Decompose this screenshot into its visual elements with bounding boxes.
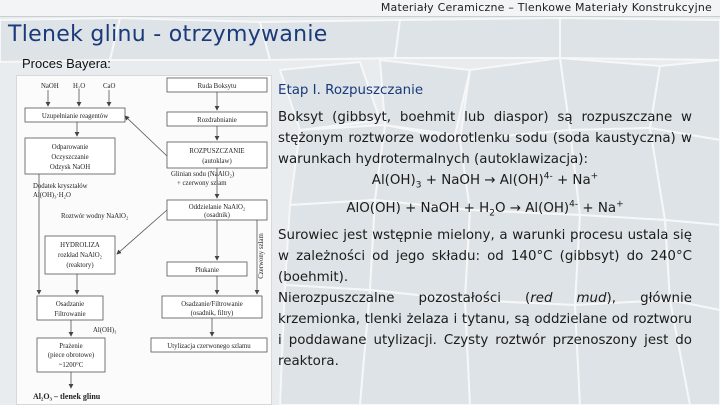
- paragraph-dissolution: Boksyt (gibbsyt, boehmit lub diaspor) są rozpuszczane w stężonym roztworze wodorotlenku sodu (soda kaustyczna) w warunkach hydrotermalnych (autoklawizacja):: [278, 110, 692, 167]
- flow-product: Al₂O₃ – tlenek glinu: [33, 392, 101, 401]
- header-text: Materiały Ceramiczne – Tlenkowe Materiały Konstrukcyjne: [380, 1, 712, 14]
- flow-box-temp: ~1200°C: [58, 362, 84, 369]
- flow-box-reaktory: (reaktory): [66, 262, 94, 269]
- flow-box-oczyszczanie: Oczyszczanie: [51, 154, 89, 161]
- paragraph-process-conditions: Surowiec jest wstępnie mielony, a warunki procesu ustala się w zależności od jego składu: od 140°C (gibbsyt) do 240°C (boehmit).: [278, 228, 692, 285]
- flow-czerwony-szlam: Czerwony szlam: [258, 233, 265, 279]
- flow-box-rozklad: rozkład NaAlO₂: [57, 252, 103, 259]
- flow-box-osadzanie-filtrowanie: Osadzanie/Filtrowanie: [181, 301, 243, 308]
- flow-box-piece: (piece obrotowe): [47, 352, 95, 359]
- paragraph-red-mud: Nierozpuszczalne pozostałości (red mud), głównie krzemionka, tlenki żelaza i tytanu, są oddzielane od roztworu i poddawane utylizacji. Czysty roztwór przenoszony jest do reaktora.: [278, 291, 692, 369]
- flow-box-rozdrabnianie: Rozdrabnianie: [197, 117, 237, 124]
- header-bar: [0, 0, 720, 17]
- flow-box-hydroliza: HYDROLIZA: [60, 242, 100, 249]
- flow-label-cao: CaO: [103, 83, 116, 90]
- page-title: Tlenek glinu - otrzymywanie: [8, 22, 328, 47]
- flow-dodatek-2: Al(OH)₃·H₂O: [33, 192, 71, 199]
- flow-box-prazenie: Prażenie: [59, 343, 83, 350]
- flow-box-utylizacja: Utylizacja czerwonego szlamu: [167, 343, 251, 350]
- flow-box-autoklaw: (autoklaw): [202, 158, 232, 165]
- flow-box-uzupelnianie: Uzupełnianie reagentów: [41, 113, 109, 120]
- stage-title: Etap I. Rozpuszczanie: [278, 83, 424, 98]
- flow-glinian: Glinian sodu (NaAlO₂): [171, 171, 235, 178]
- content-panel: [278, 80, 692, 372]
- flow-label-h2o: H₂O: [73, 83, 86, 90]
- flow-box-ruda: Ruda Boksytu: [197, 83, 237, 90]
- process-subtitle: Proces Bayera:: [22, 56, 111, 71]
- equation-boehmite: AlO(OH) + NaOH + $H_2O \to Al(OH)^{4-} + Na^+$: [346, 199, 624, 219]
- flow-roztwor: Roztwór wodny NaAlO₂: [61, 213, 129, 220]
- flow-glinian-2: + czerwony szlam: [177, 180, 227, 187]
- bayer-flowchart: [16, 75, 272, 405]
- flow-box-filtrowanie: Filtrowanie: [54, 311, 86, 318]
- flow-box-osadnik: (osadnik): [204, 212, 230, 219]
- flow-dodatek: Dodatek kryształów: [33, 183, 88, 190]
- flow-box-odzysk: Odzysk NaOH: [49, 164, 91, 171]
- flow-box-plukanie: Płukanie: [195, 267, 219, 274]
- flow-aloh3: Al(OH)₃: [93, 327, 117, 334]
- flow-box-osadzanie: Osadzanie: [55, 301, 85, 308]
- equation-gibbsite: $Al(OH)_3$ + NaOH → Al(OH)$^{4-}$ + Na+: [371, 171, 599, 191]
- flow-box-osadnik-filtry: (osadnik, filtry): [190, 310, 234, 317]
- flow-box-rozpuszczanie: ROZPUSZCZANIE: [189, 148, 245, 155]
- flow-box-oddzielanie: Oddzielanie NaAlO₂: [188, 204, 246, 211]
- flow-box-odparowanie: Odparowanie: [51, 144, 89, 151]
- flow-label-naoh: NaOH: [41, 83, 59, 90]
